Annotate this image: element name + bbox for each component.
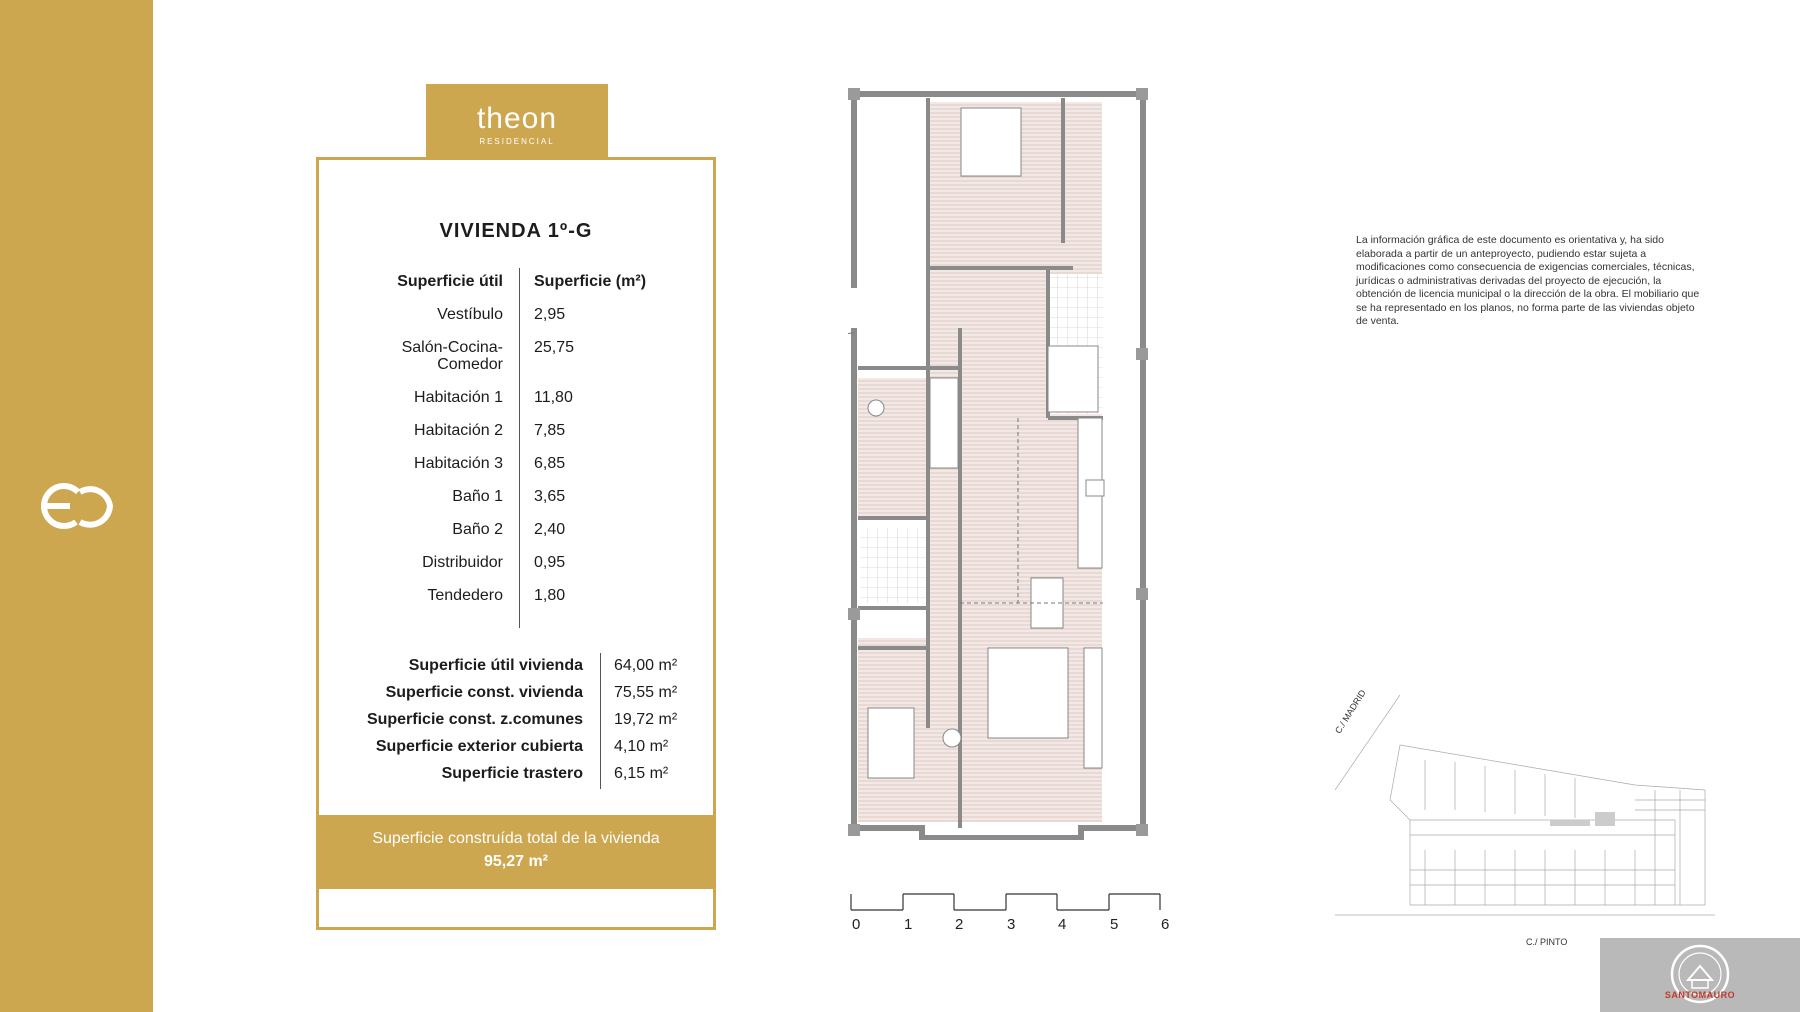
room-label: Baño 1 — [452, 488, 503, 505]
scale-label: 6 — [1161, 916, 1170, 933]
summary-label: Superficie const. z.comunes — [366, 711, 583, 728]
room-label: Habitación 3 — [414, 455, 503, 472]
summary-value: 19,72 m² — [614, 711, 678, 728]
site-plan — [1335, 690, 1720, 920]
summary-value: 75,55 m² — [614, 684, 678, 701]
room-label: Habitación 1 — [414, 389, 503, 406]
summary-label: Superficie const. vivienda — [385, 684, 583, 701]
scale-label: 4 — [1058, 916, 1067, 933]
scale-label: 2 — [955, 916, 964, 933]
street-label-madrid: C./ MADRID — [1333, 688, 1368, 736]
scale-label: 5 — [1110, 916, 1119, 933]
total-label: Superficie construída total de la vivienda — [372, 830, 660, 847]
scale-label: 3 — [1007, 916, 1016, 933]
room-value: 7,85 — [534, 422, 566, 439]
brand-monogram-icon — [40, 482, 114, 530]
room-label: Baño 2 — [452, 521, 503, 538]
agency-stamp — [1600, 938, 1800, 1012]
room-label: Vestíbulo — [437, 306, 503, 323]
room-value: 11,80 — [534, 389, 573, 406]
summary-value: 6,15 m² — [614, 765, 669, 782]
summary-label: Superficie trastero — [441, 765, 583, 782]
disclaimer-text: La información gráfica de este documento es orientativa y, ha sido elaborada a partir de un anteproyecto, pudiendo estar sujeta a modificaciones como consecuencia de exigencias comerciales, técnicas, jurídicas o administrativas derivadas del proyecto de ejecución, la obtención de licencia municipal o la dirección de la obra. El mobiliario que se ha representado en los planos, no forma parte de las viviendas objeto de venta. — [1356, 234, 1700, 327]
room-label: Salón-Cocina- Comedor — [401, 339, 503, 373]
room-label: Distribuidor — [422, 554, 503, 571]
room-value: 1,80 — [534, 587, 566, 604]
summary-label: Superficie exterior cubierta — [375, 738, 583, 755]
logo-subtitle: RESIDENCIAL — [479, 137, 555, 146]
room-label: Habitación 2 — [414, 422, 503, 439]
summary-divider — [600, 653, 601, 789]
header-label: Superficie útil — [397, 273, 503, 290]
summary-label: Superficie útil vivienda — [408, 657, 583, 674]
scale-label: 1 — [904, 916, 913, 933]
agency-name: SANTOMAURO — [1664, 990, 1736, 1000]
surface-card — [316, 157, 716, 930]
room-value: 2,95 — [534, 306, 566, 323]
street-label-pinto: C./ PINTO — [1526, 937, 1568, 947]
floor-plan — [848, 88, 1153, 840]
total-value: 95,27 m² — [483, 853, 549, 870]
unit-title: VIVIENDA 1º-G — [439, 220, 593, 242]
scale-label: 0 — [852, 916, 861, 933]
header-value: Superficie (m²) — [534, 273, 647, 290]
brand-sidebar — [0, 0, 153, 1012]
summary-value: 64,00 m² — [614, 657, 678, 674]
room-value: 0,95 — [534, 554, 566, 571]
room-value: 6,85 — [534, 455, 566, 472]
room-value: 2,40 — [534, 521, 566, 538]
room-value: 3,65 — [534, 488, 566, 505]
room-value: 25,75 — [534, 339, 575, 356]
room-label: Tendedero — [427, 587, 503, 604]
logo-name: theon — [476, 102, 558, 135]
table-divider — [519, 268, 520, 628]
summary-value: 4,10 m² — [614, 738, 669, 755]
total-band — [319, 815, 713, 889]
